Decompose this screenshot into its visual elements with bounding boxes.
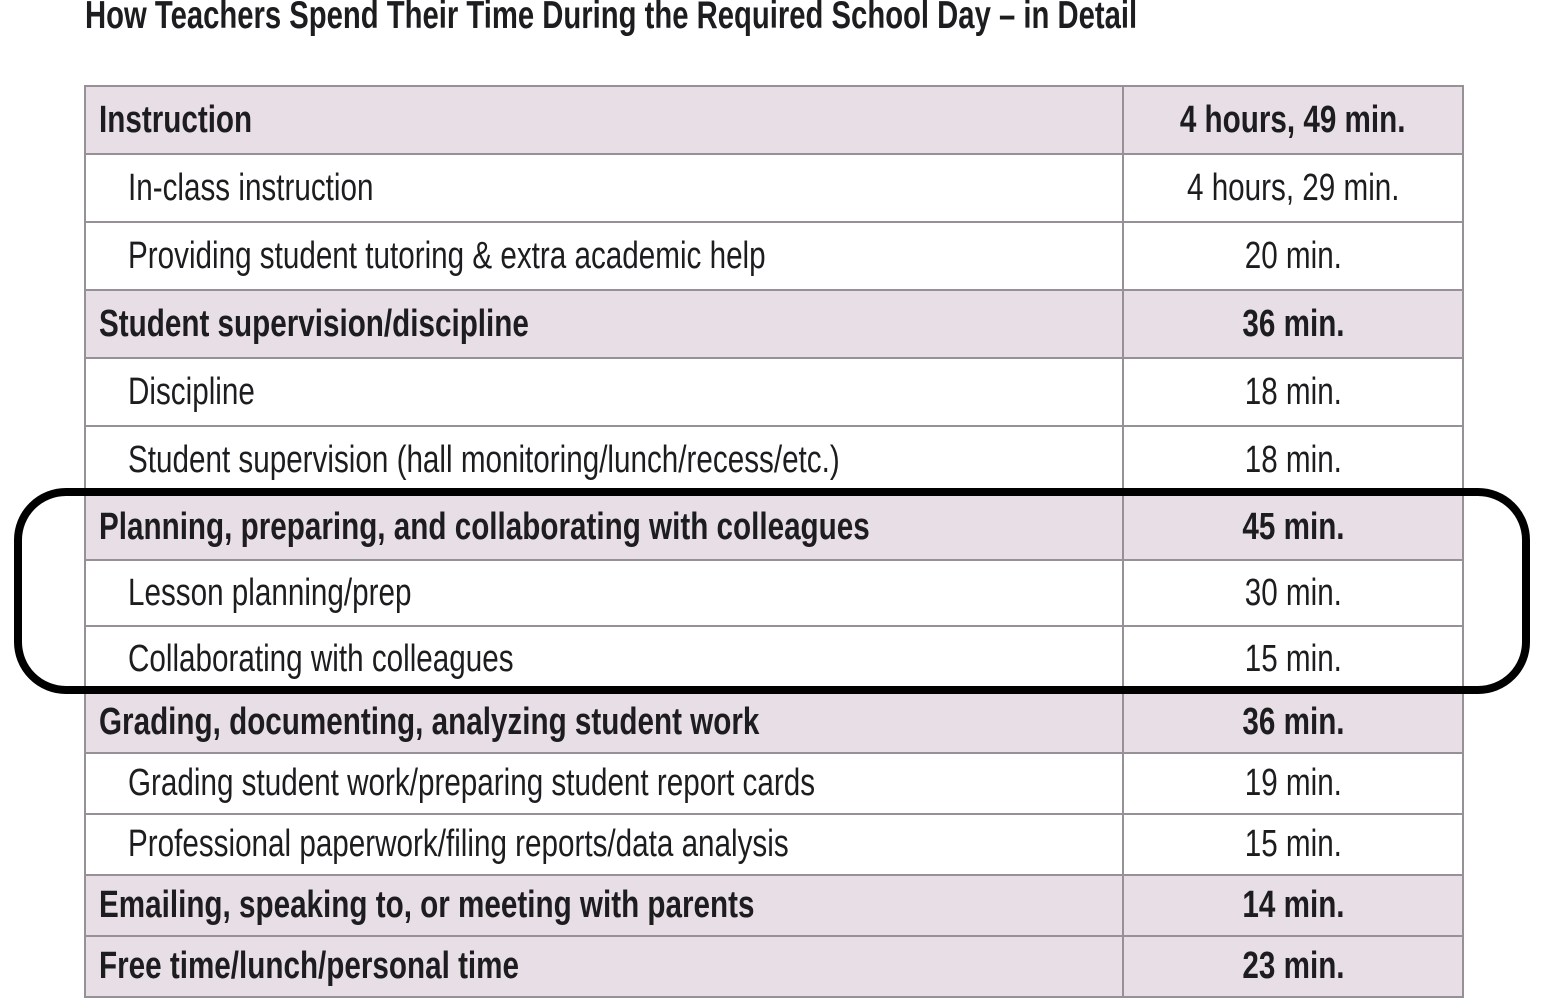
table-row-category [85, 936, 1463, 997]
table-row [85, 814, 1463, 875]
row-label [85, 875, 1123, 936]
row-label [85, 753, 1123, 814]
row-label-text: Emailing, speaking to, or meeting with parents [99, 884, 755, 926]
row-value [1123, 560, 1463, 626]
row-value-text: 19 min. [1244, 762, 1342, 804]
table-row [85, 753, 1463, 814]
table-row-category-circled [85, 494, 1463, 560]
row-value [1123, 426, 1463, 494]
table-row [85, 222, 1463, 290]
row-value [1123, 814, 1463, 875]
row-value [1123, 358, 1463, 426]
row-label-text: Student supervision (hall monitoring/lunch/recess/etc.) [128, 438, 840, 481]
row-label-text: Free time/lunch/personal time [99, 945, 520, 987]
row-label [85, 560, 1123, 626]
row-label-text: Instruction [99, 98, 253, 141]
row-value [1123, 753, 1463, 814]
row-label [85, 426, 1123, 494]
row-label-text: Student supervision/discipline [99, 302, 529, 345]
table-row-category [85, 86, 1463, 154]
table-row [85, 154, 1463, 222]
row-value [1123, 154, 1463, 222]
row-value-text: 18 min. [1244, 438, 1342, 481]
row-value-text: 15 min. [1244, 823, 1342, 865]
row-label [85, 290, 1123, 358]
row-value-text: 20 min. [1244, 234, 1342, 277]
table-row-category [85, 692, 1463, 753]
row-value-text: 15 min. [1244, 637, 1342, 680]
table-row [85, 426, 1463, 494]
row-value-text: 18 min. [1244, 370, 1342, 413]
row-value [1123, 494, 1463, 560]
row-value [1123, 290, 1463, 358]
row-value [1123, 86, 1463, 154]
row-label-text: Providing student tutoring & extra academic help [128, 234, 766, 277]
row-value-text: 4 hours, 49 min. [1180, 98, 1406, 141]
row-label-text: Grading student work/preparing student report cards [128, 762, 816, 804]
row-value [1123, 936, 1463, 997]
row-value-text: 45 min. [1241, 505, 1345, 548]
row-label-text: Collaborating with colleagues [128, 637, 514, 680]
row-value-text: 4 hours, 29 min. [1186, 166, 1400, 209]
row-label-text: Professional paperwork/filing reports/data analysis [128, 823, 789, 865]
row-label-text: In-class instruction [128, 166, 374, 209]
row-label [85, 86, 1123, 154]
row-label [85, 358, 1123, 426]
row-label-text: Grading, documenting, analyzing student work [99, 701, 760, 743]
row-label [85, 814, 1123, 875]
teacher-time-table [84, 85, 1464, 998]
row-label-text: Discipline [128, 370, 255, 413]
row-value-text: 36 min. [1241, 302, 1345, 345]
row-value-text: 23 min. [1241, 945, 1345, 987]
row-label [85, 692, 1123, 753]
row-label [85, 936, 1123, 997]
table-row-circled [85, 626, 1463, 692]
row-label-text: Planning, preparing, and collaborating with colleagues [99, 505, 870, 548]
row-label [85, 154, 1123, 222]
row-value-text: 36 min. [1241, 701, 1345, 743]
page-title: How Teachers Spend Their Time During the Required School Day – in Detail [85, 0, 1138, 37]
row-value-text: 30 min. [1244, 571, 1342, 614]
row-value [1123, 875, 1463, 936]
row-label [85, 222, 1123, 290]
row-label [85, 494, 1123, 560]
table-row [85, 358, 1463, 426]
row-value [1123, 222, 1463, 290]
row-value-text: 14 min. [1241, 884, 1345, 926]
row-label-text: Lesson planning/prep [128, 571, 412, 614]
row-value [1123, 692, 1463, 753]
row-label [85, 626, 1123, 692]
table-row-category [85, 290, 1463, 358]
table-row-category [85, 875, 1463, 936]
row-value [1123, 626, 1463, 692]
table-row-circled [85, 560, 1463, 626]
